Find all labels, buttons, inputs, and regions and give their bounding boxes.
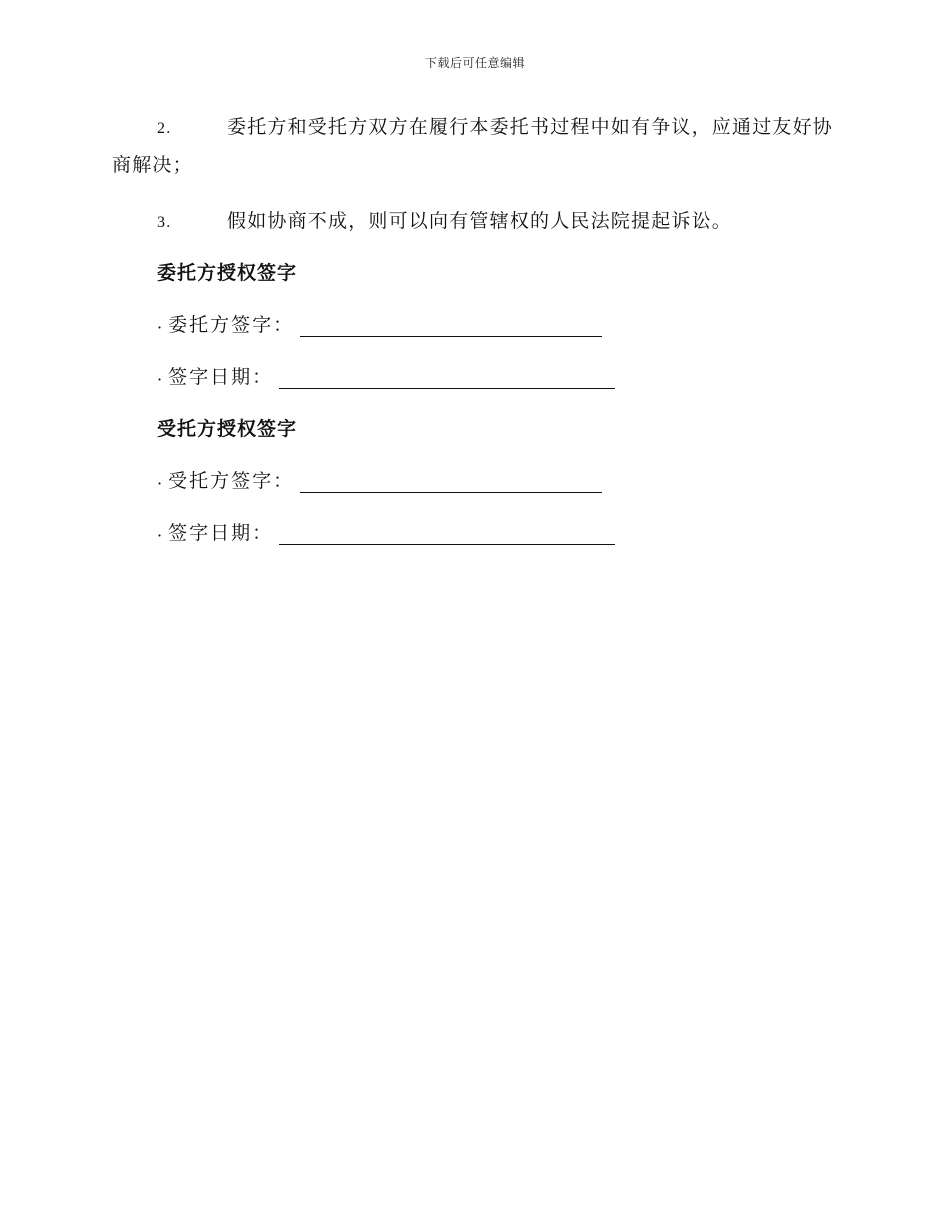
agent-signature-label: 受托方签字： <box>168 470 295 492</box>
clause-number: 2. <box>157 120 172 137</box>
agent-signature-line <box>157 466 602 493</box>
bullet: · <box>157 370 165 389</box>
page-header: 下载后可任意编辑 <box>424 56 525 70</box>
clause-text: 委托方和受托方双方在履行本委托书过程中如有争议，应通过友好协商解决； <box>112 116 834 176</box>
principal-signature-blank[interactable] <box>300 316 602 337</box>
principal-date-label: 签字日期： <box>168 366 274 388</box>
principal-signature-line <box>157 310 602 337</box>
principal-date-line <box>157 362 615 389</box>
agent-signature-heading: 受托方授权签字 <box>157 418 298 440</box>
agent-date-blank[interactable] <box>279 524 615 545</box>
clause-number: 3. <box>157 214 172 231</box>
bullet: · <box>157 474 165 493</box>
principal-signature-heading: 委托方授权签字 <box>157 262 298 284</box>
principal-signature-label: 委托方签字： <box>168 314 295 336</box>
agent-date-line <box>157 518 615 545</box>
agent-signature-blank[interactable] <box>300 472 602 493</box>
agent-date-label: 签字日期： <box>168 522 274 544</box>
principal-date-blank[interactable] <box>279 368 615 389</box>
bullet: · <box>157 318 165 337</box>
clause-text: 假如协商不成，则可以向有管辖权的人民法院提起诉讼。 <box>227 210 733 232</box>
clause-3 <box>112 203 834 241</box>
bullet: · <box>157 526 165 545</box>
clause-2 <box>112 109 834 183</box>
